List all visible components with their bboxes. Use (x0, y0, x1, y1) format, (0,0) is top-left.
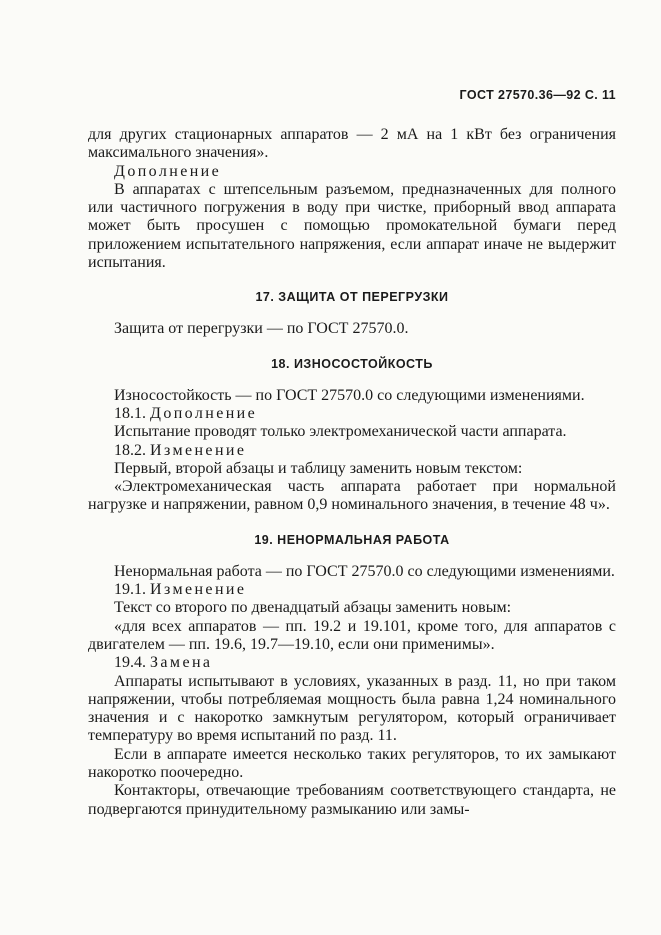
clause-number: 18.2. (114, 441, 146, 459)
section-19-title: 19. НЕНОРМАЛЬНАЯ РАБОТА (254, 532, 450, 547)
clause-label: Замена (150, 654, 213, 672)
clause-18-1-heading (88, 405, 616, 423)
clause-19-1-heading (88, 581, 616, 599)
clause-number: 19.4. (114, 654, 146, 672)
paragraph-continuation: для других стационарных аппаратов — 2 мА на 1 кВт без ограничения максимального значения». (88, 126, 616, 162)
clause-19-4-text-3: Контакторы, отвечающие требованиям соответствующего стандарта, не подвергаются принудительному размыканию или замы- (88, 782, 616, 818)
section-17-text: Защита от перегрузки — по ГОСТ 27570.0. (114, 320, 409, 338)
clause-19-1-text-1: Текст со второго по двенадцатый абзацы заменить новым: (114, 599, 512, 617)
clause-19-4-text-2: Если в аппарате имеется несколько таких регуляторов, то их замыкают накоротко поочередно. (88, 745, 616, 782)
page-header: ГОСТ 27570.36—92 С. 11 (459, 88, 616, 102)
section-18-text: Износостойкость — по ГОСТ 27570.0 со следующими изменениями. (114, 386, 585, 404)
clause-18-2-text-2: «Электромеханическая часть аппарата работает при нормальной нагрузке и напряжении, равном 0,9 номинального значения, в течение 48 ч». (88, 478, 616, 514)
clause-label: Изменение (150, 441, 247, 459)
clause-19-4-heading (88, 654, 616, 672)
section-19-text: Ненормальная работа — по ГОСТ 27570.0 со следующими изменениями. (114, 562, 615, 580)
paragraph-label-dopolnenie (88, 163, 616, 181)
document-body (88, 126, 616, 819)
section-18-title: 18. ИЗНОСОСТОЙКОСТЬ (271, 356, 433, 371)
clause-19-4-text-1: Аппараты испытывают в условиях, указанных в разд. 11, но при таком напряжении, чтобы потребляемая мощность была равна 1,24 номинального значения и с накоротко замкнутым регулятором, который ограничивает температуру во время испытаний по разд. 11. (88, 672, 616, 745)
clause-label: Изменение (150, 581, 247, 599)
paragraph-plug-connector: В аппаратах с штепсельным разъемом, предназначенных для полного или частичного погружения в воду при чистке, приборный ввод аппарата может быть просушен с помощью промокательной бумаги перед приложением испытательного напряжения, если аппарат иначе не выдержит испытания. (88, 180, 616, 272)
label-text: Дополнение (114, 162, 222, 180)
clause-19-1-text-2: «для всех аппаратов — пп. 19.2 и 19.101, кроме того, для аппаратов с двигателем — пп. 19.6, 19.7—19.10, если они применимы». (88, 617, 616, 653)
clause-number: 18.1. (114, 404, 146, 422)
clause-18-1-text: Испытание проводят только электромеханической части аппарата. (114, 423, 567, 441)
clause-number: 19.1. (114, 581, 146, 599)
clause-18-2-heading (88, 442, 616, 460)
section-17-title: 17. ЗАЩИТА ОТ ПЕРЕГРУЗКИ (255, 290, 449, 305)
clause-18-2-text-1: Первый, второй абзацы и таблицу заменить новым текстом: (114, 459, 523, 477)
clause-label: Дополнение (150, 404, 258, 422)
